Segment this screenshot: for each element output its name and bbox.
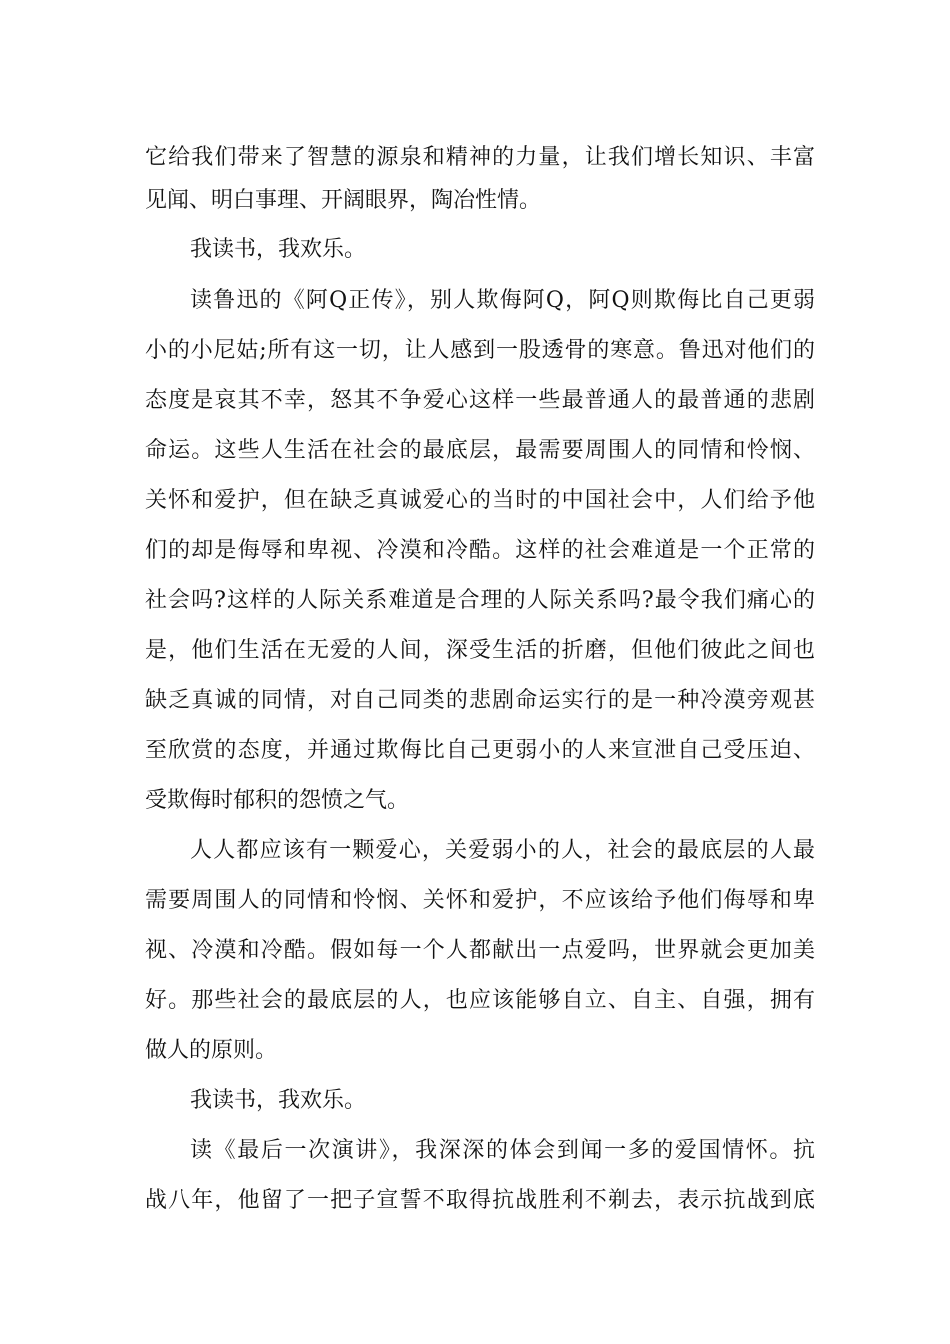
text-line: 至欣赏的态度，并通过欺侮比自己更弱小的人来宣泄自己受压迫、	[145, 738, 815, 763]
text-line: 社会吗?这样的人际关系难道是合理的人际关系吗?最令我们痛心的	[145, 588, 815, 613]
text-line: 人人都应该有一颗爱心，关爱弱小的人，社会的最底层的人最	[190, 838, 815, 863]
text-line: 们的却是侮辱和卑视、冷漠和冷酷。这样的社会难道是一个正常的	[145, 538, 815, 563]
text-line: 好。那些社会的最底层的人，也应该能够自立、自主、自强，拥有	[145, 988, 815, 1013]
text-line: 战八年，他留了一把子宣誓不取得抗战胜利不剃去，表示抗战到底	[145, 1188, 815, 1213]
text-line: 读《最后一次演讲》，我深深的体会到闻一多的爱国情怀。抗	[190, 1138, 815, 1163]
text-line: 命运。这些人生活在社会的最底层，最需要周围人的同情和怜悯、	[145, 438, 815, 463]
text-line: 做人的原则。	[145, 1038, 278, 1063]
text-line: 态度是哀其不幸，怒其不争爱心这样一些最普通人的最普通的悲剧	[145, 388, 815, 413]
text-line: 我读书，我欢乐。	[190, 237, 367, 262]
text-line: 读鲁迅的《阿Q正传》，别人欺侮阿Q，阿Q则欺侮比自己更弱	[190, 288, 815, 313]
text-line: 是，他们生活在无爱的人间，深受生活的折磨，但他们彼此之间也	[145, 638, 815, 663]
text-line: 视、冷漠和冷酷。假如每一个人都献出一点爱吗，世界就会更加美	[145, 938, 815, 963]
text-line: 见闻、明白事理、开阔眼界，陶冶性情。	[145, 188, 542, 213]
text-line: 它给我们带来了智慧的源泉和精神的力量，让我们增长知识、丰富	[145, 145, 815, 170]
text-line: 小的小尼姑;所有这一切，让人感到一股透骨的寒意。鲁迅对他们的	[145, 338, 815, 363]
text-line: 关怀和爱护，但在缺乏真诚爱心的当时的中国社会中，人们给予他	[145, 488, 815, 513]
text-line: 缺乏真诚的同情，对自己同类的悲剧命运实行的是一种冷漠旁观甚	[145, 688, 815, 713]
text-line: 我读书，我欢乐。	[190, 1088, 367, 1113]
text-line: 需要周围人的同情和怜悯、关怀和爱护，不应该给予他们侮辱和卑	[145, 888, 815, 913]
text-line: 受欺侮时郁积的怨愤之气。	[145, 788, 410, 813]
